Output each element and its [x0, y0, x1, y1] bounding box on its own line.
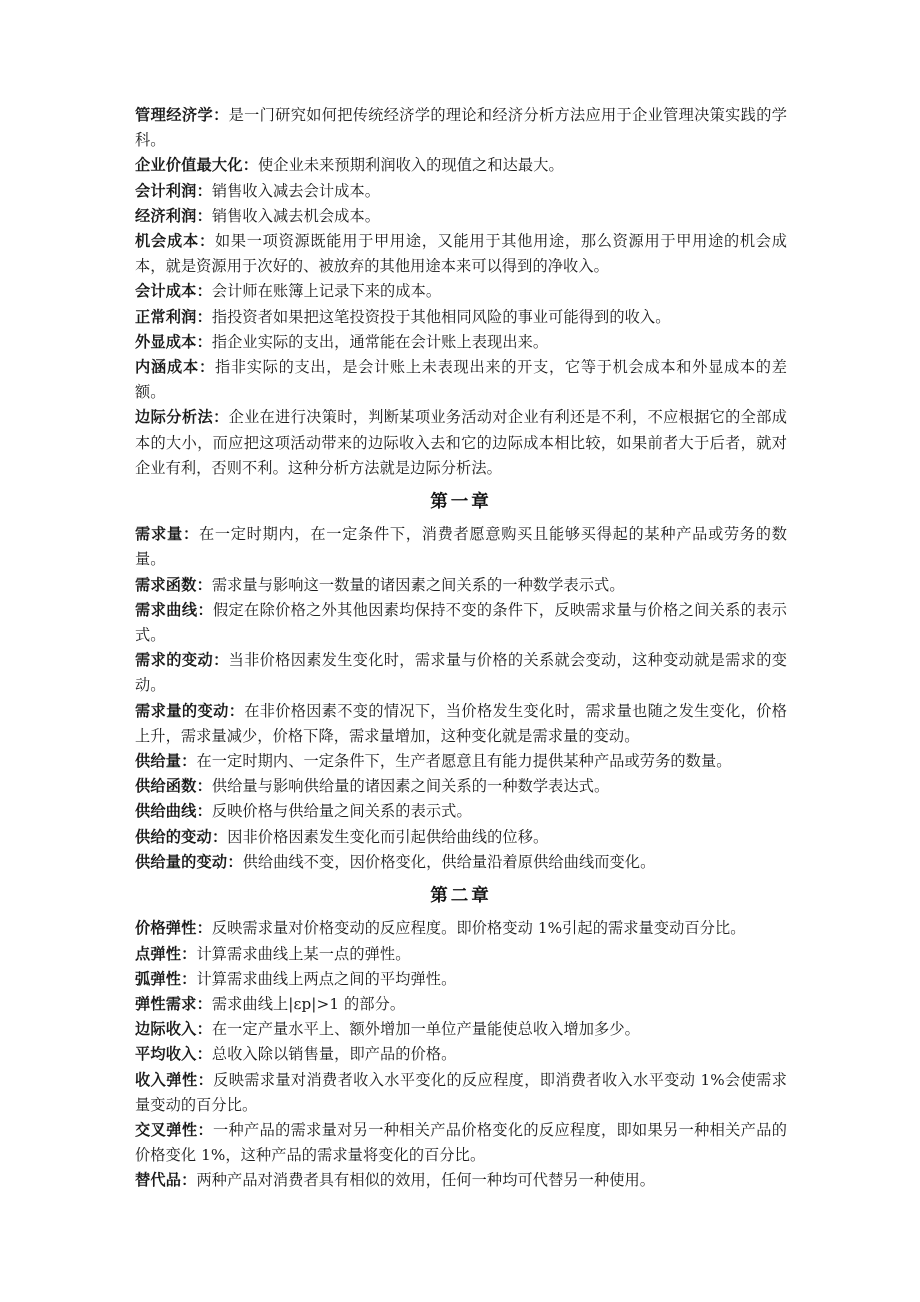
definition-term: 外显成本 — [135, 332, 197, 351]
definition-term: 正常利润 — [135, 307, 197, 326]
definition-term: 弹性需求 — [135, 994, 197, 1013]
definition-colon: ： — [196, 332, 212, 351]
definition-body: 因非价格因素发生变化而引起供给曲线的位移。 — [227, 827, 549, 846]
definition-term: 交叉弹性 — [135, 1120, 198, 1139]
definition-entry — [135, 992, 787, 1017]
definition-entry — [135, 1118, 787, 1168]
definition-colon: ： — [196, 777, 212, 796]
definition-colon: ： — [242, 156, 259, 175]
definition-term: 经济利润 — [135, 206, 197, 225]
definition-term: 替代品 — [135, 1171, 182, 1190]
definition-entry — [135, 942, 787, 967]
definition-colon: ： — [196, 802, 212, 821]
definition-body: 销售收入减去机会成本。 — [211, 206, 381, 225]
glossary-section — [135, 522, 787, 875]
definition-body: 如果一项资源既能用于甲用途，又能用于其他用途，那么资源用于甲用途的机会成本，就是资源用于次好的、被放弃的其他用途本来可以得到的净收入。 — [135, 232, 787, 276]
definition-term: 供给量的变动 — [135, 852, 228, 871]
definition-term: 需求量的变动 — [135, 701, 229, 720]
definition-term: 平均收入 — [135, 1045, 197, 1064]
definition-term: 弧弹性 — [135, 969, 182, 988]
definition-entry — [135, 573, 787, 598]
definition-body: 两种产品对消费者具有相似的效用，任何一种均可代替另一种使用。 — [196, 1171, 656, 1190]
definition-entry — [135, 749, 787, 774]
definition-colon: ： — [197, 1070, 214, 1089]
definition-term: 供给的变动 — [135, 827, 212, 846]
definition-term: 需求曲线 — [135, 600, 198, 619]
definition-entry — [135, 330, 787, 355]
definition-entry — [135, 1017, 787, 1042]
glossary-section — [135, 103, 787, 481]
definition-entry — [135, 1042, 787, 1067]
definition-term: 会计成本 — [135, 282, 197, 301]
definition-entry — [135, 699, 787, 749]
document-text-column — [135, 103, 787, 1194]
definition-colon: ： — [228, 701, 245, 720]
definition-entry — [135, 774, 787, 799]
definition-colon: ： — [213, 651, 229, 670]
definition-term: 需求量 — [135, 525, 184, 544]
definition-term: 企业价值最大化 — [135, 156, 243, 175]
definition-colon: ： — [199, 232, 215, 251]
definition-body: 一种产品的需求量对另一种相关产品价格变化的反应程度，即如果另一种相关产品的价格变化 1%，这种产品的需求量将变化的百分比。 — [135, 1120, 787, 1165]
definition-body: 反映价格与供给量之间关系的表示式。 — [211, 802, 472, 821]
definition-body: 会计师在账簿上记录下来的成本。 — [211, 282, 442, 301]
definition-body: 反映需求量对消费者收入水平变化的反应程度，即消费者收入水平变动 1%会使需求量变动的百分比。 — [135, 1070, 787, 1114]
definition-colon: ： — [196, 181, 212, 200]
definition-entry — [135, 850, 787, 875]
definition-term: 管理经济学 — [135, 106, 214, 124]
chapter-heading-1: 第一章 — [430, 492, 492, 513]
glossary-section — [135, 916, 787, 1193]
definition-entry — [135, 648, 787, 698]
definition-body: 在非价格因素不变的情况下，当价格发生变化时，需求量也随之发生变化，价格上升，需求量减少，价格下降，需求量增加，这种变化就是需求量的变动。 — [135, 701, 788, 745]
definition-colon: ： — [196, 307, 212, 326]
definition-entry — [135, 799, 787, 824]
definition-entry — [135, 355, 787, 405]
definition-entry — [135, 279, 787, 304]
definition-entry — [135, 153, 787, 178]
definition-entry — [135, 825, 787, 850]
chapter-heading-2: 第二章 — [430, 886, 492, 907]
definition-term: 点弹性 — [135, 944, 182, 963]
definition-colon: ： — [211, 827, 228, 846]
definition-entry — [135, 229, 787, 279]
definition-body: 供给曲线不变，因价格变化，供给量沿着原供给曲线而变化。 — [242, 852, 656, 871]
definition-colon: ： — [196, 994, 212, 1013]
definition-colon: ： — [181, 1171, 197, 1190]
definition-colon: ： — [213, 408, 229, 427]
definition-entry — [135, 103, 787, 153]
definition-colon: ： — [196, 575, 212, 594]
definition-entry — [135, 522, 787, 572]
definition-body: 供给量与影响供给量的诸因素之间关系的一种数学表达式。 — [211, 777, 610, 796]
definition-entry — [135, 305, 787, 330]
definition-entry — [135, 405, 787, 481]
definition-body: 在一定产量水平上、额外增加一单位产量能使总收入增加多少。 — [211, 1020, 640, 1039]
definition-body: 需求量与影响这一数量的诸因素之间关系的一种数学表示式。 — [211, 575, 625, 594]
definition-colon: ： — [196, 1045, 212, 1064]
definition-term: 边际收入 — [135, 1020, 197, 1039]
definition-term: 机会成本 — [135, 232, 200, 251]
definition-colon: ： — [183, 525, 199, 544]
definition-colon: ： — [196, 282, 212, 301]
definition-colon: ： — [196, 919, 212, 938]
definition-colon: ： — [181, 752, 197, 771]
definition-body: 计算需求曲线上两点之间的平均弹性。 — [196, 969, 457, 988]
definition-entry — [135, 598, 787, 648]
definition-body: 指非实际的支出，是会计账上未表现出来的开支，它等于机会成本和外显成本的差额。 — [135, 358, 787, 402]
definition-body: 指投资者如果把这笔投资投于其他相同风险的事业可能得到的收入。 — [211, 307, 671, 326]
definition-colon: ： — [181, 969, 197, 988]
definition-entry — [135, 916, 787, 941]
definition-colon: ： — [181, 944, 197, 963]
definition-entry — [135, 1168, 787, 1193]
definition-entry — [135, 967, 787, 992]
definition-colon: ： — [199, 358, 215, 377]
definition-body: 需求曲线上|εp|>1 的部分。 — [211, 994, 406, 1013]
definition-term: 供给量 — [135, 752, 182, 771]
definition-term: 会计利润 — [135, 181, 197, 200]
definition-entry — [135, 1068, 787, 1118]
definition-term: 内涵成本 — [135, 358, 200, 377]
definition-body: 使企业未来预期利润收入的现值之和达最大。 — [258, 156, 564, 175]
definition-entry — [135, 179, 787, 204]
definition-term: 收入弹性 — [135, 1070, 198, 1089]
definition-term: 供给函数 — [135, 777, 197, 796]
definition-colon: ： — [197, 1120, 214, 1139]
definition-term: 供给曲线 — [135, 802, 197, 821]
definition-entry — [135, 204, 787, 229]
definition-colon: ： — [197, 600, 214, 619]
definition-body: 当非价格因素发生变化时，需求量与价格的关系就会变动，这种变动就是需求的变动。 — [135, 651, 788, 695]
definition-body: 是一门研究如何把传统经济学的理论和经济分析方法应用于企业管理决策实践的学科。 — [135, 106, 788, 150]
definition-term: 需求函数 — [135, 575, 197, 594]
definition-body: 企业在进行决策时，判断某项业务活动对企业有利还是不利，不应根据它的全部成本的大小，而应把这项活动带来的边际收入去和它的边际成本相比较，如果前者大于后者，就对企业有利，否则不利。这种分析方法就是边际分析法。 — [135, 408, 788, 477]
definition-body: 总收入除以销售量，即产品的价格。 — [211, 1045, 457, 1064]
definition-colon: ： — [227, 852, 243, 871]
definition-term: 需求的变动 — [135, 651, 214, 670]
definition-body: 反映需求量对价格变动的反应程度。即价格变动 1%引起的需求量变动百分比。 — [211, 919, 746, 938]
definition-body: 在一定时期内、一定条件下，生产者愿意且有能力提供某种产品或劳务的数量。 — [196, 752, 732, 771]
definition-colon: ： — [213, 106, 229, 124]
definition-body: 销售收入减去会计成本。 — [211, 181, 381, 200]
definition-body: 假定在除价格之外其他因素均保持不变的条件下，反映需求量与价格之间关系的表示式。 — [135, 600, 787, 645]
definition-body: 指企业实际的支出，通常能在会计账上表现出来。 — [211, 332, 549, 351]
definition-colon: ： — [196, 1020, 212, 1039]
definition-body: 在一定时期内，在一定条件下，消费者愿意购买且能够买得起的某种产品或劳务的数量。 — [135, 525, 787, 569]
definition-body: 计算需求曲线上某一点的弹性。 — [196, 944, 411, 963]
definition-term: 边际分析法 — [135, 408, 214, 427]
definition-term: 价格弹性 — [135, 919, 197, 938]
definition-colon: ： — [196, 206, 212, 225]
